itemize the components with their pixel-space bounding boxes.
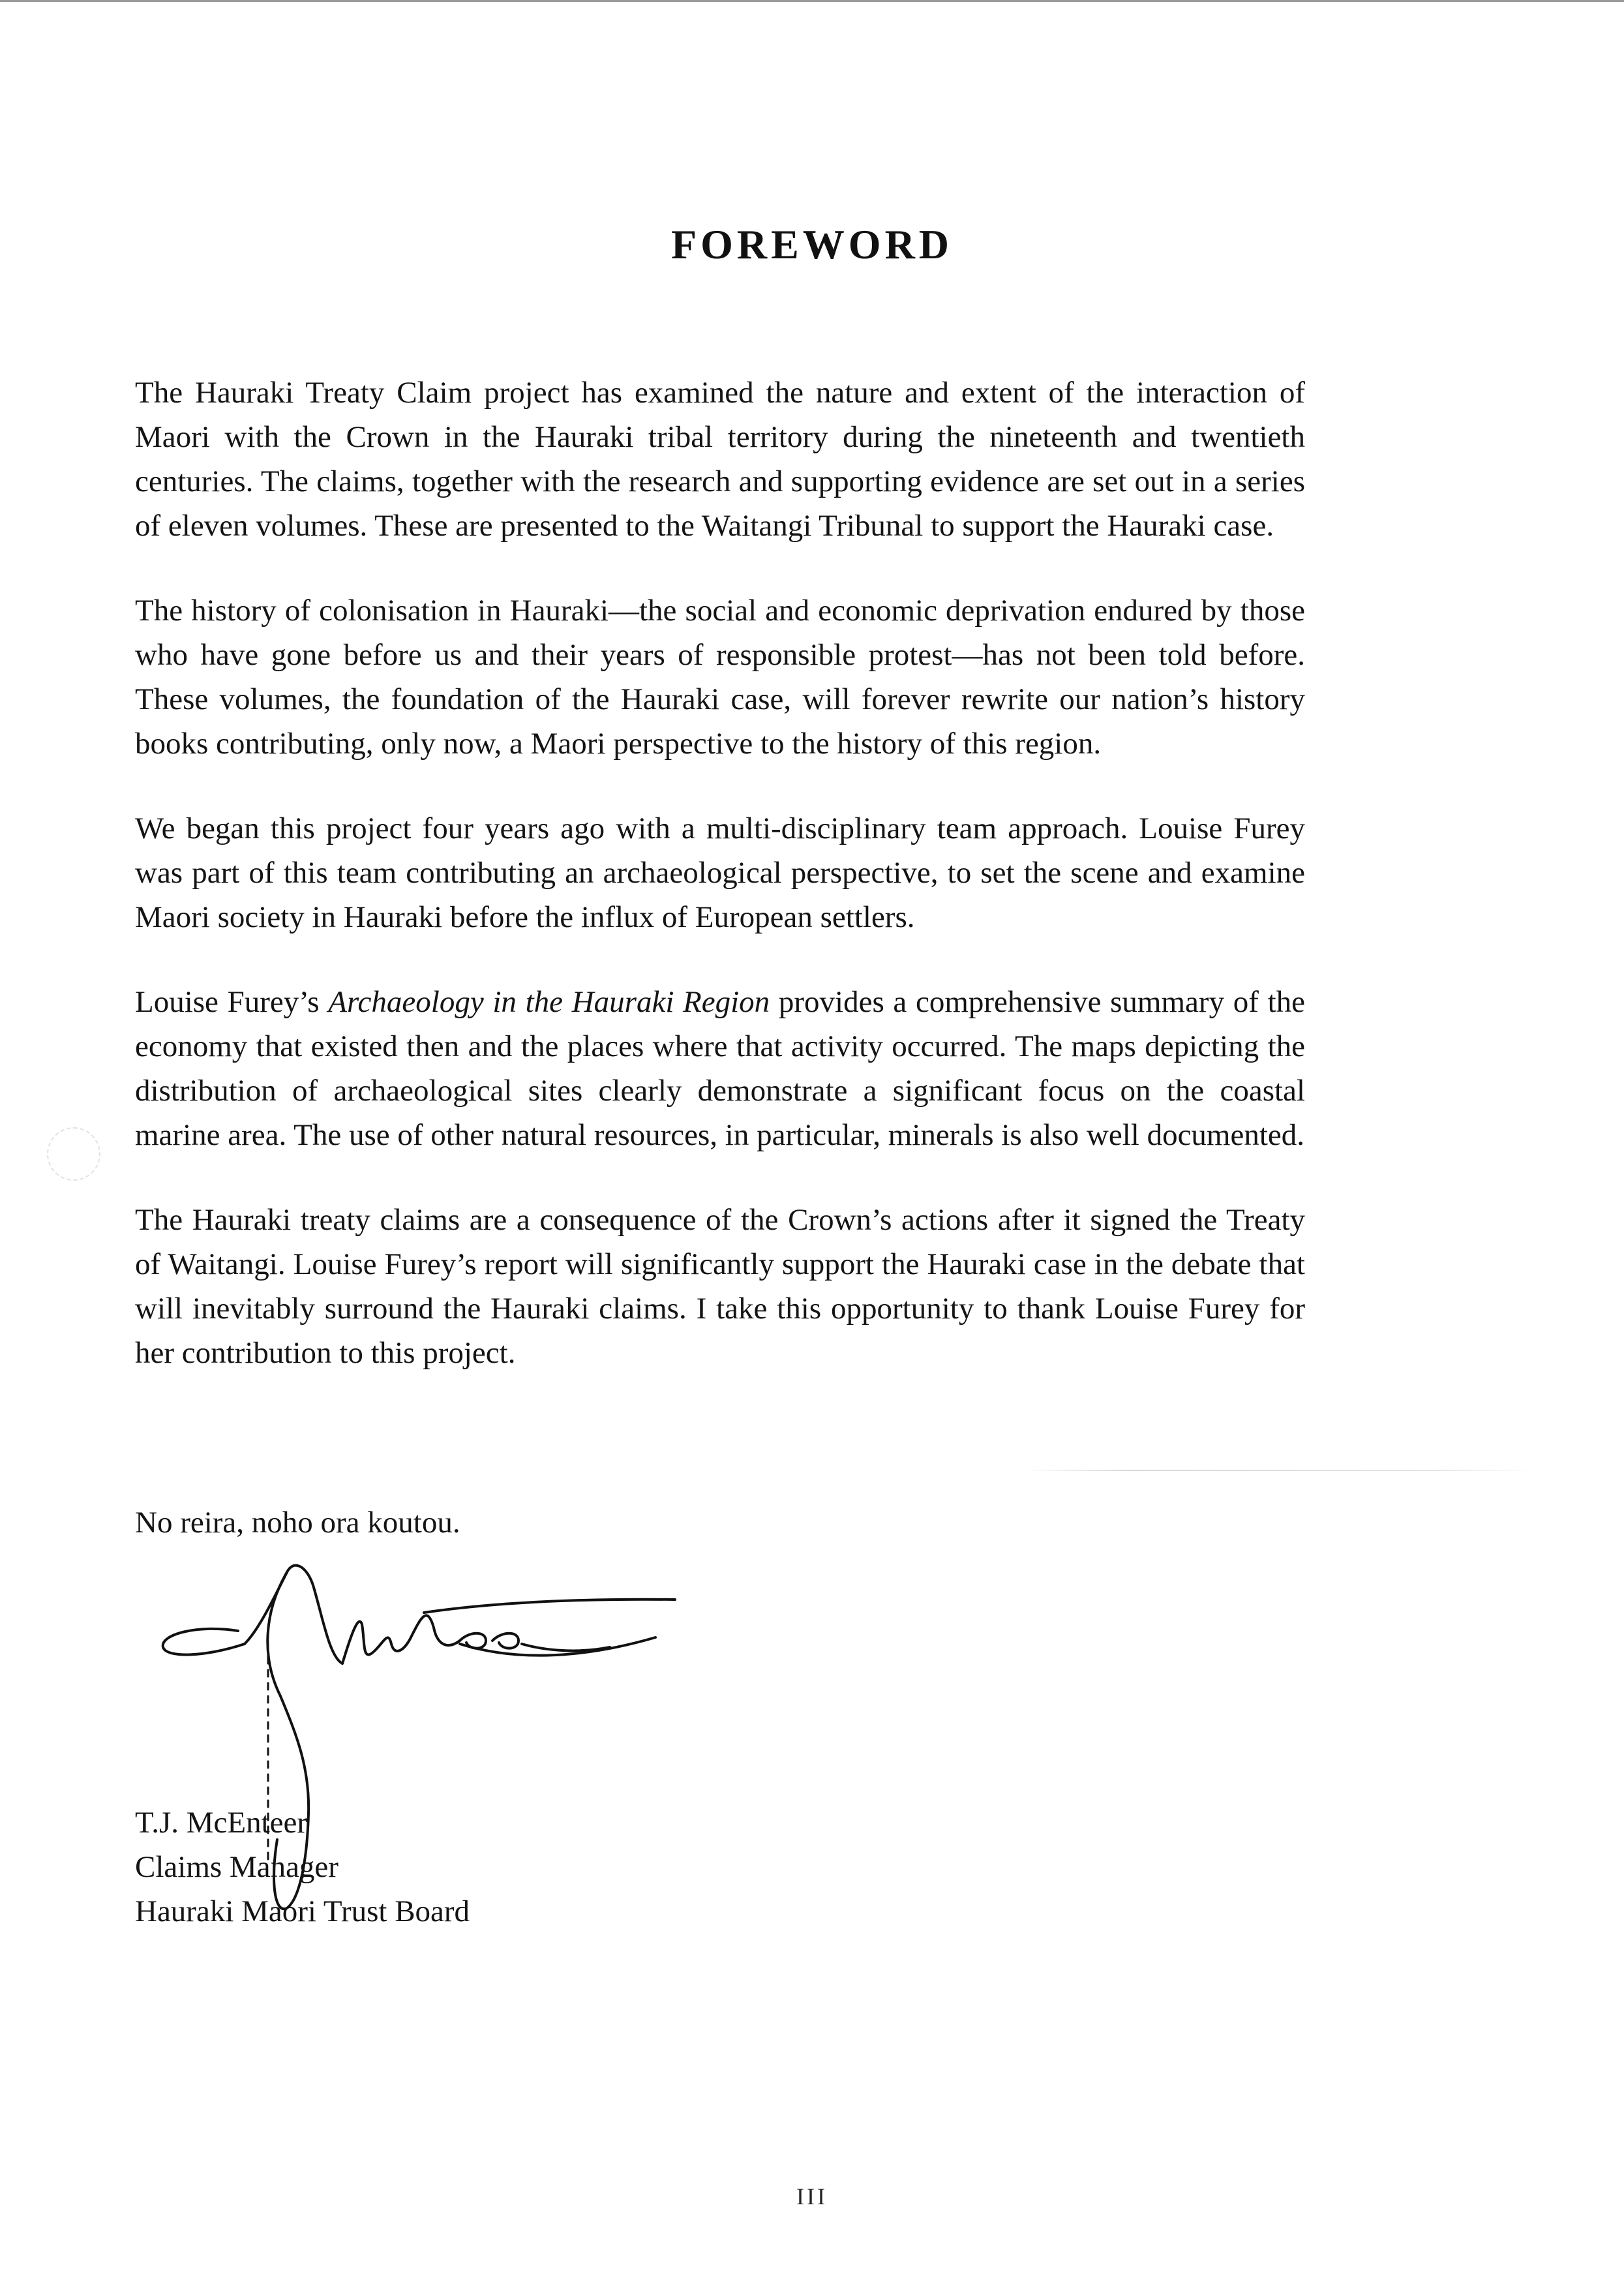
paragraph-3: We began this project four years ago with a multi-disciplinary team approach. Louise Furey was part of this team contributing an archaeological perspective, to set the scene and examine Maori society in Hauraki before the influx of European settlers.: [135, 812, 1305, 934]
report-title: Archaeology in the Hauraki Region: [328, 985, 770, 1019]
punch-hole-mark: [47, 1127, 100, 1181]
page-number: III: [796, 2183, 828, 2210]
paragraph-4-rest: provides a comprehensive summary of the economy that existed then and the places where that activity occurred. The maps depicting the distribution of archaeological sites clearly demonstrate a significant focus on the coastal marine area. The use of other natural resources, in particular, minerals is also well documented.: [135, 985, 1306, 1152]
closing-line: No reira, noho ora koutou.: [135, 1506, 460, 1540]
paragraph-1: The Hauraki Treaty Claim project has examined the nature and extent of the interaction of Maori with the Crown in the Hauraki tribal territory during the nineteenth and twentieth centuries. The claims, together with the research and supporting evidence are set out in a series of eleven volumes. These are presented to the Waitangi Tribunal to support the Hauraki case.: [135, 376, 1305, 543]
paragraph-2: The history of colonisation in Hauraki—the social and economic deprivation endured by those who have gone before us and their years of responsible protest—has not been told before. These volumes, the foundation of the Hauraki case, will forever rewrite our nation’s history books contributing, only now, a Maori perspective to the history of this region.: [135, 594, 1305, 761]
signatory-role: Claims Manager: [135, 1850, 338, 1884]
paragraph-4: [135, 980, 1305, 1157]
signatory-name: T.J. McEnteer: [135, 1806, 308, 1840]
page-title: FOREWORD: [671, 221, 953, 267]
top-edge-rule: [0, 0, 1624, 2]
signature-block: [135, 1800, 470, 1934]
paragraph-4-lead: Louise Furey’s: [135, 985, 329, 1019]
scan-artifact-line: [1024, 1470, 1533, 1471]
signatory-organisation: Hauraki Maori Trust Board: [135, 1894, 470, 1928]
paragraph-5: The Hauraki treaty claims are a consequence of the Crown’s actions after it signed the Treaty of Waitangi. Louise Furey’s report will significantly support the Hauraki case in the debate that will inevitably surround the Hauraki claims. I take this opportunity to thank Louise Furey for her contribution to this project.: [135, 1203, 1305, 1370]
foreword-body: [135, 371, 1305, 1416]
